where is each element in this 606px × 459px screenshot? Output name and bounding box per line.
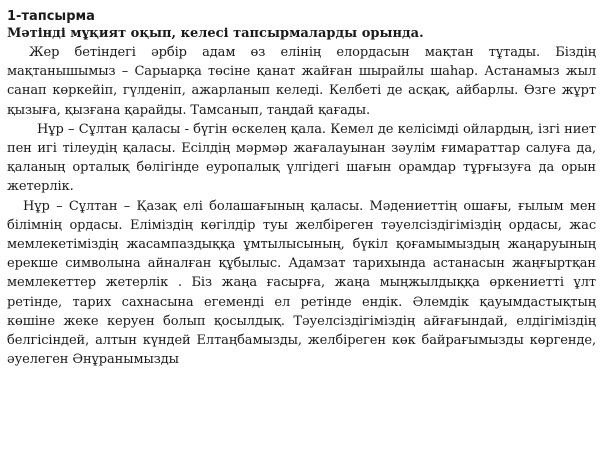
task-title: 1-тапсырма [7, 9, 95, 24]
task-instruction: Мәтінді мұқият оқып, келесі тапсырмаларды орында. [7, 26, 424, 41]
paragraph-2: Нұр – Сұлтан қаласы - бүгін өскелең қала. Кемел де келісімді ойлардың, ізгі ниет пен игі тілеудің қаласы. Есілдің мәрмәр жағалауынан зәулім ғимараттар салуға да, қаланың орталық бөлігінде еуропалық үлгідегі шағын орамдар тұрғызуға да орын жетерлік. [7, 121, 596, 195]
paragraph-3: Нұр – Сұлтан – Қазақ елі болашағының қаласы. Мәдениеттің ошағы, ғылым мен білімнің ордасы. Еліміздің көгілдір туы желбіреген тәуелсіздігіміздің ордасы, жас мемлекетіміздің жасампаздыққа ұмтылысының, бүкіл қоғамымыздың жаңаруының ерекше символына айналған құбылыс. Адамзат тарихында астанасын жаңғыртқан мемлекеттер жетерлік . Біз жаңа ғасырға, жаңа мыңжылдыққа өркениетті ұлт ретінде, тарих сахнасына егеменді ел ретінде ендік. Әлемдік қауымдастықтың көшіне жеке керуен болып қосылдық. Тәуелсіздігіміздің айғағындай, елдігіміздің белгісіндей, алтын күндей Елтаңбамызды, желбіреген көк байрағымызды көргенде, әуелеген Әнұранымызды [7, 198, 596, 368]
paragraph-1: Жер бетіндегі әрбір адам өз елінің елордасын мақтан тұтады. Біздің мақтанышымыз – Сарыарқа төсіне қанат жайған шырайлы шаһар. Астанамыз жыл санап көркейіп, гүлденіп, ажарланып келеді. Келбеті де асқақ, айбарлы. Өзге жұрт қызыға, қызғана қарайды. Тамсанып, таңдай қағады. [7, 45, 596, 118]
